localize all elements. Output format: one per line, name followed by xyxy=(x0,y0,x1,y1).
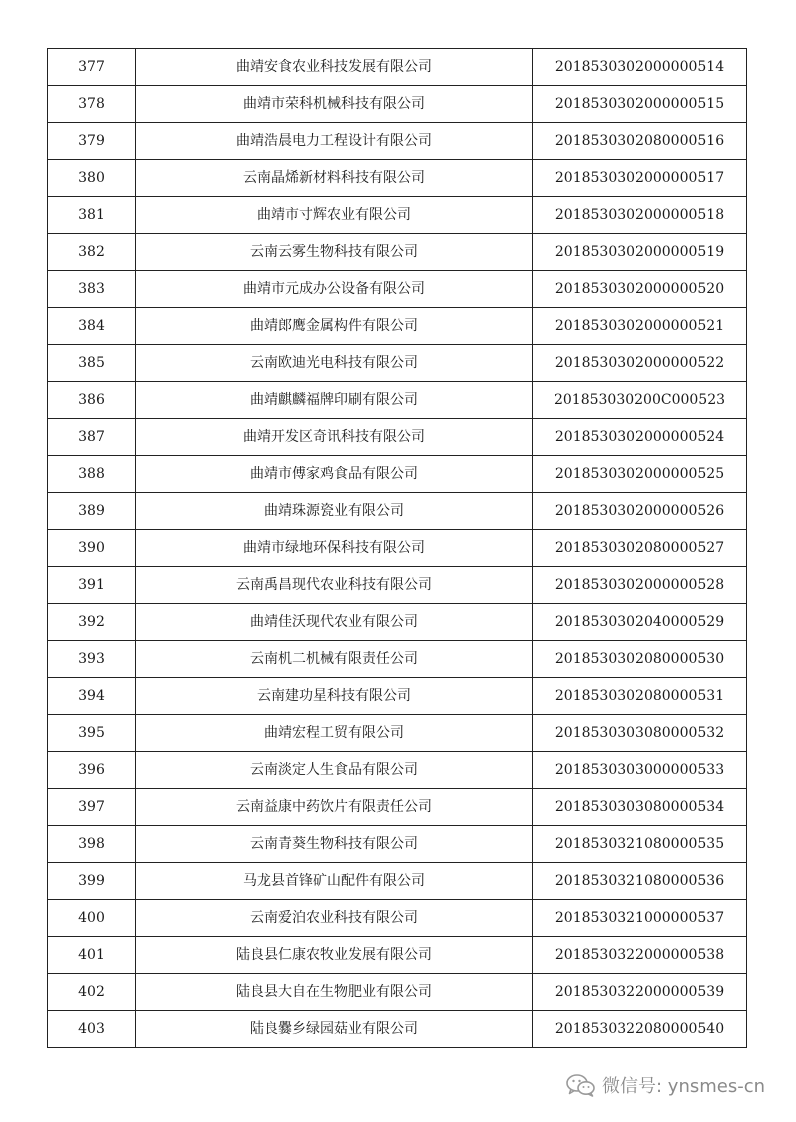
table-row xyxy=(48,567,747,604)
company-name: 曲靖宏程工贸有限公司 xyxy=(136,715,533,752)
row-number: 388 xyxy=(48,456,136,493)
registration-code: 2018530302000000518 xyxy=(533,197,747,234)
row-number: 400 xyxy=(48,900,136,937)
table-row xyxy=(48,826,747,863)
row-number: 393 xyxy=(48,641,136,678)
table-row xyxy=(48,715,747,752)
row-number: 398 xyxy=(48,826,136,863)
company-name: 云南爱泊农业科技有限公司 xyxy=(136,900,533,937)
registration-code: 2018530302080000531 xyxy=(533,678,747,715)
registration-code: 2018530302080000527 xyxy=(533,530,747,567)
table-row xyxy=(48,123,747,160)
row-number: 382 xyxy=(48,234,136,271)
wechat-id-label: 微信号: ynsmes-cn xyxy=(602,1076,766,1097)
company-name: 曲靖麒麟福牌印刷有限公司 xyxy=(136,382,533,419)
company-name: 云南欧迪光电科技有限公司 xyxy=(136,345,533,382)
table-row xyxy=(48,49,747,86)
registration-code: 2018530322080000540 xyxy=(533,1011,747,1048)
table-row xyxy=(48,752,747,789)
row-number: 389 xyxy=(48,493,136,530)
company-registry-table xyxy=(47,48,747,1048)
company-name: 云南晶烯新材料科技有限公司 xyxy=(136,160,533,197)
row-number: 391 xyxy=(48,567,136,604)
row-number: 379 xyxy=(48,123,136,160)
row-number: 380 xyxy=(48,160,136,197)
row-number: 386 xyxy=(48,382,136,419)
table-row xyxy=(48,789,747,826)
registration-code: 2018530302080000516 xyxy=(533,123,747,160)
registration-code: 2018530302000000521 xyxy=(533,308,747,345)
row-number: 378 xyxy=(48,86,136,123)
registration-code: 2018530302000000520 xyxy=(533,271,747,308)
wechat-watermark xyxy=(566,1070,765,1100)
company-name: 陆良县仁康农牧业发展有限公司 xyxy=(136,937,533,974)
row-number: 381 xyxy=(48,197,136,234)
table-row xyxy=(48,382,747,419)
table-row xyxy=(48,271,747,308)
company-name: 曲靖郎鹰金属构件有限公司 xyxy=(136,308,533,345)
row-number: 396 xyxy=(48,752,136,789)
registration-code: 2018530302000000526 xyxy=(533,493,747,530)
registration-code: 2018530302000000517 xyxy=(533,160,747,197)
company-name: 云南青葵生物科技有限公司 xyxy=(136,826,533,863)
registration-code: 2018530321000000537 xyxy=(533,900,747,937)
table-row xyxy=(48,900,747,937)
row-number: 383 xyxy=(48,271,136,308)
table-row xyxy=(48,1011,747,1048)
table-body xyxy=(48,49,747,1048)
row-number: 395 xyxy=(48,715,136,752)
table-row xyxy=(48,86,747,123)
table-row xyxy=(48,974,747,1011)
table-row xyxy=(48,530,747,567)
registration-code: 2018530302080000530 xyxy=(533,641,747,678)
row-number: 385 xyxy=(48,345,136,382)
row-number: 401 xyxy=(48,937,136,974)
registration-code: 2018530322000000539 xyxy=(533,974,747,1011)
row-number: 390 xyxy=(48,530,136,567)
company-name: 曲靖佳沃现代农业有限公司 xyxy=(136,604,533,641)
row-number: 392 xyxy=(48,604,136,641)
table-row xyxy=(48,419,747,456)
company-name: 曲靖市寸辉农业有限公司 xyxy=(136,197,533,234)
registration-code: 2018530302000000528 xyxy=(533,567,747,604)
row-number: 387 xyxy=(48,419,136,456)
company-name: 陆良爨乡绿园菇业有限公司 xyxy=(136,1011,533,1048)
registration-code: 2018530322000000538 xyxy=(533,937,747,974)
row-number: 397 xyxy=(48,789,136,826)
table-row xyxy=(48,234,747,271)
registration-code: 2018530321080000536 xyxy=(533,863,747,900)
table-row xyxy=(48,197,747,234)
company-name: 曲靖浩晨电力工程设计有限公司 xyxy=(136,123,533,160)
registration-code: 2018530302000000524 xyxy=(533,419,747,456)
table-row xyxy=(48,456,747,493)
row-number: 384 xyxy=(48,308,136,345)
company-name: 云南益康中药饮片有限责任公司 xyxy=(136,789,533,826)
registration-code: 2018530302000000515 xyxy=(533,86,747,123)
registration-code: 2018530303080000532 xyxy=(533,715,747,752)
table-row xyxy=(48,863,747,900)
row-number: 402 xyxy=(48,974,136,1011)
company-name: 云南云雾生物科技有限公司 xyxy=(136,234,533,271)
table-row xyxy=(48,345,747,382)
registration-code: 2018530302000000522 xyxy=(533,345,747,382)
company-name: 曲靖市荣科机械科技有限公司 xyxy=(136,86,533,123)
row-number: 377 xyxy=(48,49,136,86)
company-name: 云南淡定人生食品有限公司 xyxy=(136,752,533,789)
registration-code: 2018530302000000525 xyxy=(533,456,747,493)
row-number: 394 xyxy=(48,678,136,715)
table-row xyxy=(48,641,747,678)
company-name: 云南建功星科技有限公司 xyxy=(136,678,533,715)
registration-code: 2018530303080000534 xyxy=(533,789,747,826)
company-name: 曲靖市绿地环保科技有限公司 xyxy=(136,530,533,567)
company-name: 曲靖市傅家鸡食品有限公司 xyxy=(136,456,533,493)
registration-code: 2018530321080000535 xyxy=(533,826,747,863)
table-row xyxy=(48,493,747,530)
company-name: 曲靖开发区奇讯科技有限公司 xyxy=(136,419,533,456)
company-name: 曲靖安食农业科技发展有限公司 xyxy=(136,49,533,86)
table-row xyxy=(48,678,747,715)
company-name: 陆良县大自在生物肥业有限公司 xyxy=(136,974,533,1011)
registration-code: 201853030200C000523 xyxy=(533,382,747,419)
table-row xyxy=(48,160,747,197)
table-row xyxy=(48,308,747,345)
company-name: 云南禹昌现代农业科技有限公司 xyxy=(136,567,533,604)
row-number: 399 xyxy=(48,863,136,900)
registration-code: 2018530302000000519 xyxy=(533,234,747,271)
table-row xyxy=(48,604,747,641)
table-row xyxy=(48,937,747,974)
registration-code: 2018530303000000533 xyxy=(533,752,747,789)
company-name: 云南机二机械有限责任公司 xyxy=(136,641,533,678)
registration-code: 2018530302000000514 xyxy=(533,49,747,86)
wechat-icon xyxy=(566,1073,596,1097)
company-name: 曲靖市元成办公设备有限公司 xyxy=(136,271,533,308)
company-name: 曲靖珠源瓷业有限公司 xyxy=(136,493,533,530)
company-name: 马龙县首锋矿山配件有限公司 xyxy=(136,863,533,900)
registration-code: 2018530302040000529 xyxy=(533,604,747,641)
row-number: 403 xyxy=(48,1011,136,1048)
